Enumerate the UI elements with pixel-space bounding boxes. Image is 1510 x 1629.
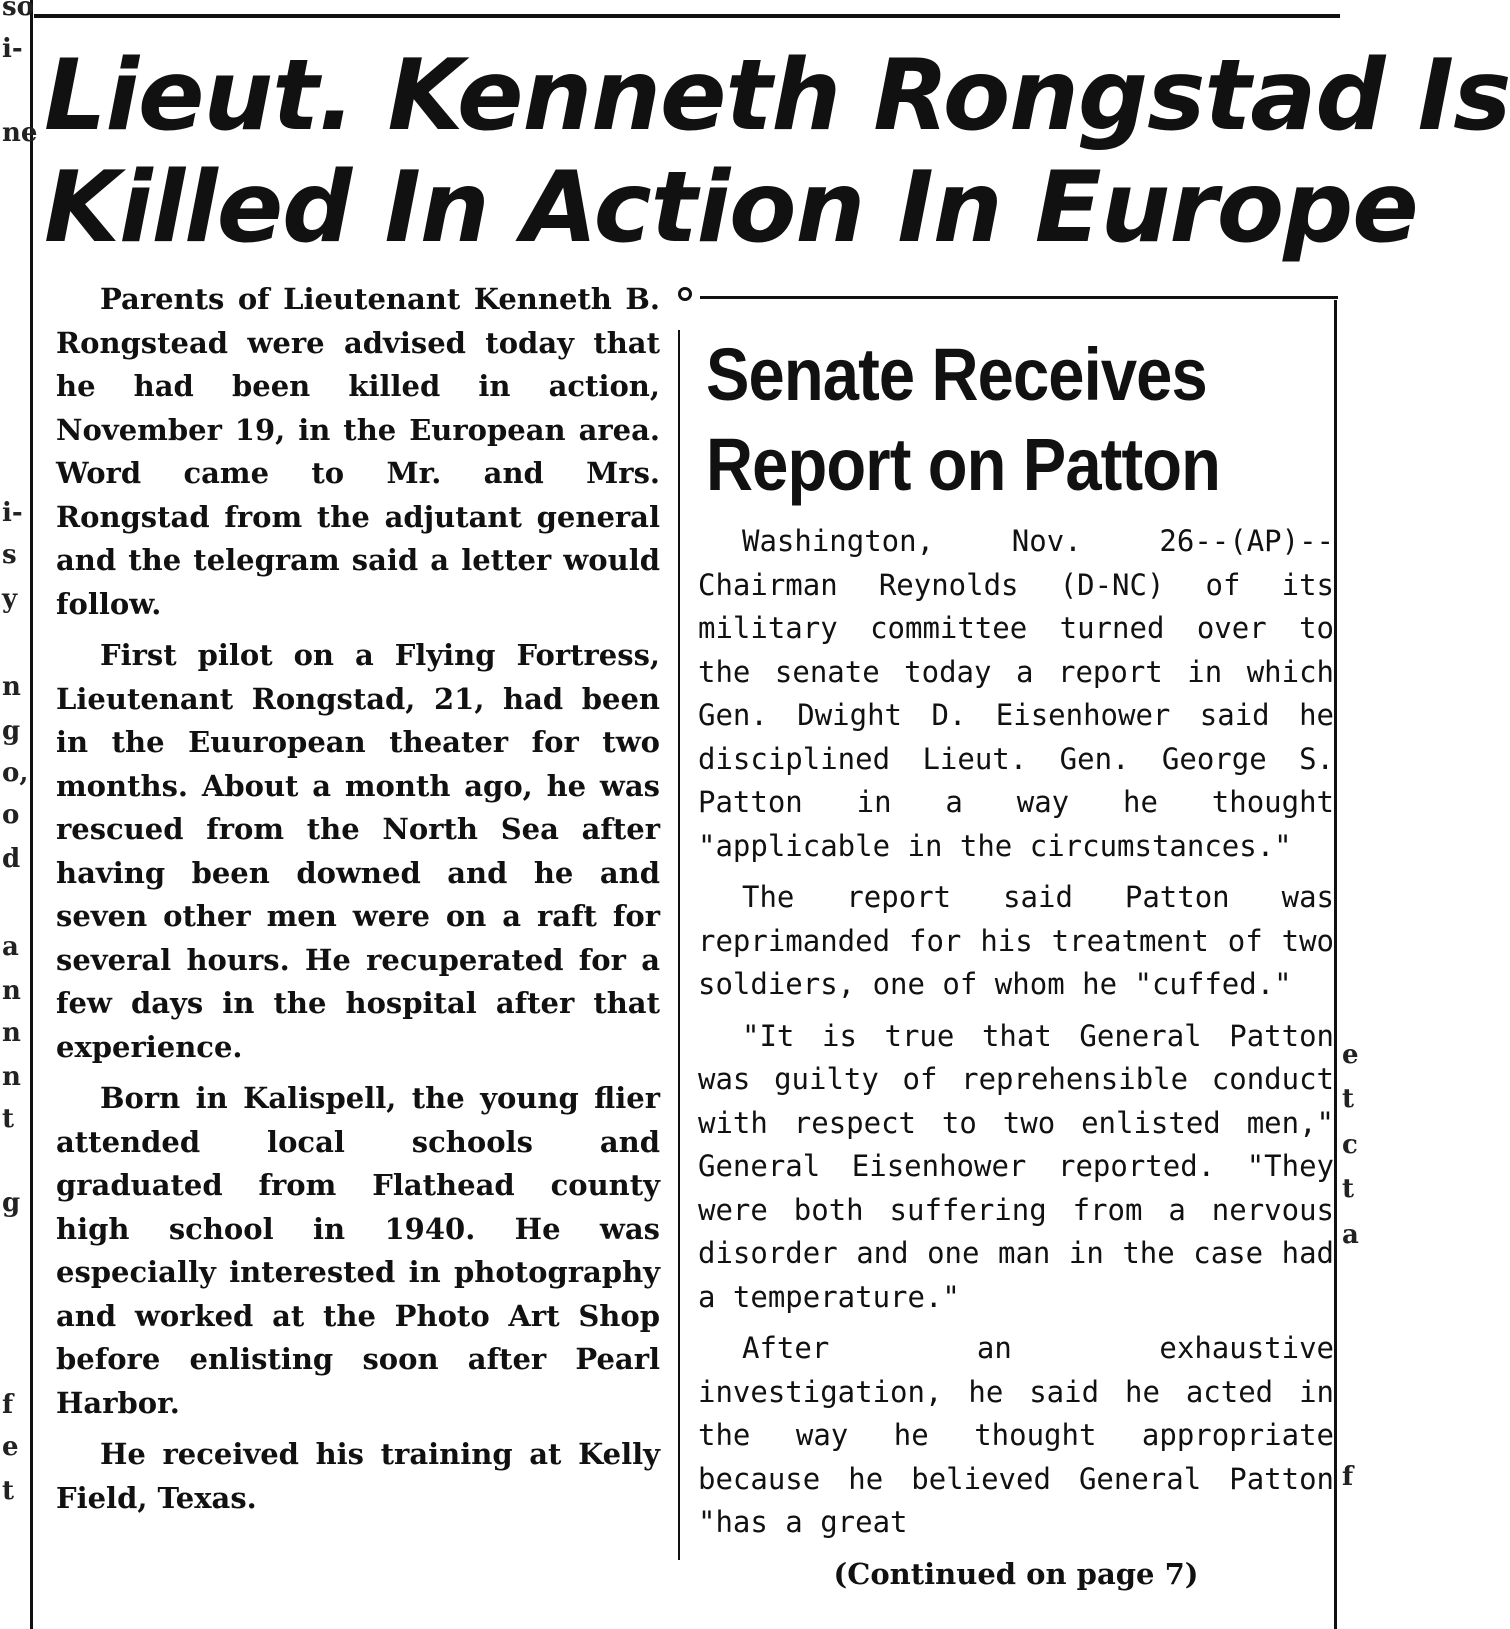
second-story-paragraph-3: "It is true that General Patton was guilty of reprehensible conduct with respect to two enlisted men," General Eisenhower reported. "They were both suffering from a nervous disorder and one man in the case had a temperature.": [698, 1018, 1334, 1314]
top-rule: [34, 14, 1340, 18]
adjacent-column-right: e t c t a f: [1342, 1040, 1359, 1492]
right-column-rule: [1334, 300, 1337, 1629]
second-story-paragraph-1: Washington, Nov. 26--(AP)--Chairman Reynolds (D-NC) of its military committee turned over to the senate today a report in which Gen. Dwight D. Eisenhower said he disciplined Lieut. Gen. George S. Patton in a way he thought "applicable in the circumstances.": [698, 524, 1334, 863]
main-headline-line-2: Killed In Action In Europe: [44, 151, 1418, 265]
main-story-paragraph-4: He received his training at Kelly Field, Texas.: [56, 1437, 660, 1515]
second-story-headline-line-2: Report on Patton: [706, 423, 1221, 506]
second-story-top-rule: [700, 296, 1338, 299]
left-column-rule: [30, 0, 33, 1629]
second-story-headline-line-1: Senate Receives: [706, 333, 1207, 416]
ornament-dot: [678, 287, 692, 301]
main-story-column: [56, 278, 660, 1528]
main-headline-line-1: Lieut. Kenneth Rongstad Is: [44, 39, 1510, 153]
adjacent-column-left: so i- ne i- s y n g o, o d a n n n t g f e t: [2, 0, 38, 1506]
main-headline: [44, 39, 1510, 265]
second-story-column: [698, 520, 1334, 1604]
center-column-rule: [678, 330, 680, 1560]
continued-line: (Continued on page 7): [833, 1556, 1199, 1591]
main-story-paragraph-3: Born in Kalispell, the young flier attended local schools and graduated from Flathead county high school in 1940. He was especially interested in photography and worked at the Photo Art Shop before enlisting soon after Pearl Harbor.: [56, 1081, 660, 1420]
main-story-paragraph-2: First pilot on a Flying Fortress, Lieutenant Rongstad, 21, had been in the Euuropean theater for two months. About a month ago, he was rescued from the North Sea after having been downed and he and seven other men were on a raft for several hours. He recuperated for a few days in the hospital after that experience.: [56, 638, 660, 1064]
main-story-paragraph-1: Parents of Lieutenant Kenneth B. Rongstead were advised today that he had been killed in action, November 19, in the European area. Word came to Mr. and Mrs. Rongstad from the adjutant general and the telegram said a letter would follow.: [56, 282, 660, 621]
second-story-paragraph-4: After an exhaustive investigation, he said he acted in the way he thought appropriate because he believed General Patton "has a great: [698, 1331, 1334, 1539]
second-story-headline: [706, 330, 1252, 510]
second-story-paragraph-2: The report said Patton was reprimanded for his treatment of two soldiers, one of whom he "cuffed.": [698, 880, 1334, 1001]
